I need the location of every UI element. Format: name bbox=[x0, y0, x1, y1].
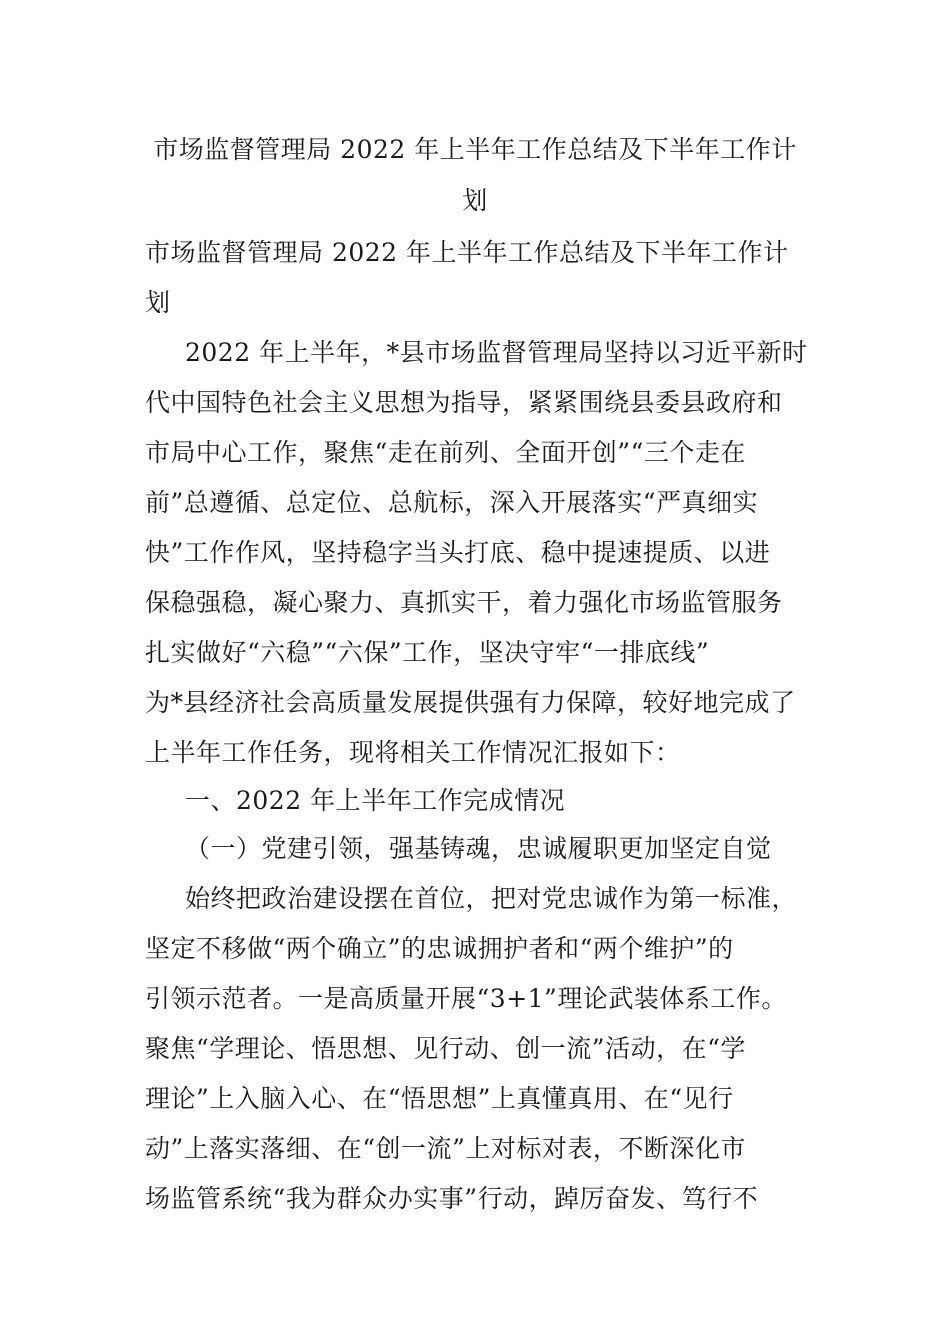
body-paragraph-line: 坚定不移做“两个确立”的忠诚拥护者和“两个维护”的 bbox=[145, 934, 734, 963]
body-paragraph-line: 理论”上入脑入心、在“悟思想”上真懂真用、在“见行 bbox=[145, 1084, 734, 1113]
body-paragraph-line: 引领示范者。一是高质量开展“3+1”理论武装体系工作。 bbox=[145, 984, 787, 1013]
intro-paragraph-line: 代中国特色社会主义思想为指导，紧紧围绕县委县政府和 bbox=[145, 388, 783, 417]
intro-paragraph-line: 扎实做好“六稳”“六保”工作，坚决守牢“一排底线” bbox=[145, 638, 710, 667]
document-subtitle-line-1: 市场监督管理局 2022 年上半年工作总结及下半年工作计 bbox=[145, 238, 789, 267]
intro-paragraph-line: 保稳强稳，凝心聚力、真抓实干，着力强化市场监管服务 bbox=[145, 588, 783, 617]
body-paragraph-line: 动”上落实落细、在“创一流”上对标对表，不断深化市 bbox=[145, 1134, 746, 1163]
document-subtitle-line-2: 划 bbox=[145, 288, 171, 317]
section-heading: 一、2022 年上半年工作完成情况 bbox=[185, 786, 566, 815]
intro-paragraph-line: 前”总遵循、总定位、总航标，深入开展落实“严真细实 bbox=[145, 488, 759, 517]
document-title-line-2: 划 bbox=[462, 186, 488, 215]
body-paragraph-line: 始终把政治建设摆在首位，把对党忠诚作为第一标准， bbox=[185, 884, 798, 913]
intro-paragraph-line: 市局中心工作，聚焦“走在前列、全面开创”“三个走在 bbox=[145, 438, 746, 467]
intro-paragraph-line: 为*县经济社会高质量发展提供强有力保障，较好地完成了 bbox=[145, 688, 796, 717]
subsection-heading: （一）党建引领，强基铸魂，忠诚履职更加坚定自觉 bbox=[185, 834, 772, 863]
intro-paragraph-line: 快”工作作风，坚持稳字当头打底、稳中提速提质、以进 bbox=[145, 538, 771, 567]
body-paragraph-line: 场监管系统“我为群众办实事”行动，踔厉奋发、笃行不 bbox=[145, 1184, 759, 1213]
intro-paragraph-line: 上半年工作任务，现将相关工作情况汇报如下： bbox=[145, 738, 681, 767]
intro-paragraph-line: 2022 年上半年，*县市场监督管理局坚持以习近平新时 bbox=[185, 338, 808, 367]
document-title-line-1: 市场监督管理局 2022 年上半年工作总结及下半年工作计 bbox=[153, 135, 797, 164]
body-paragraph-line: 聚焦“学理论、悟思想、见行动、创一流”活动，在“学 bbox=[145, 1034, 746, 1063]
